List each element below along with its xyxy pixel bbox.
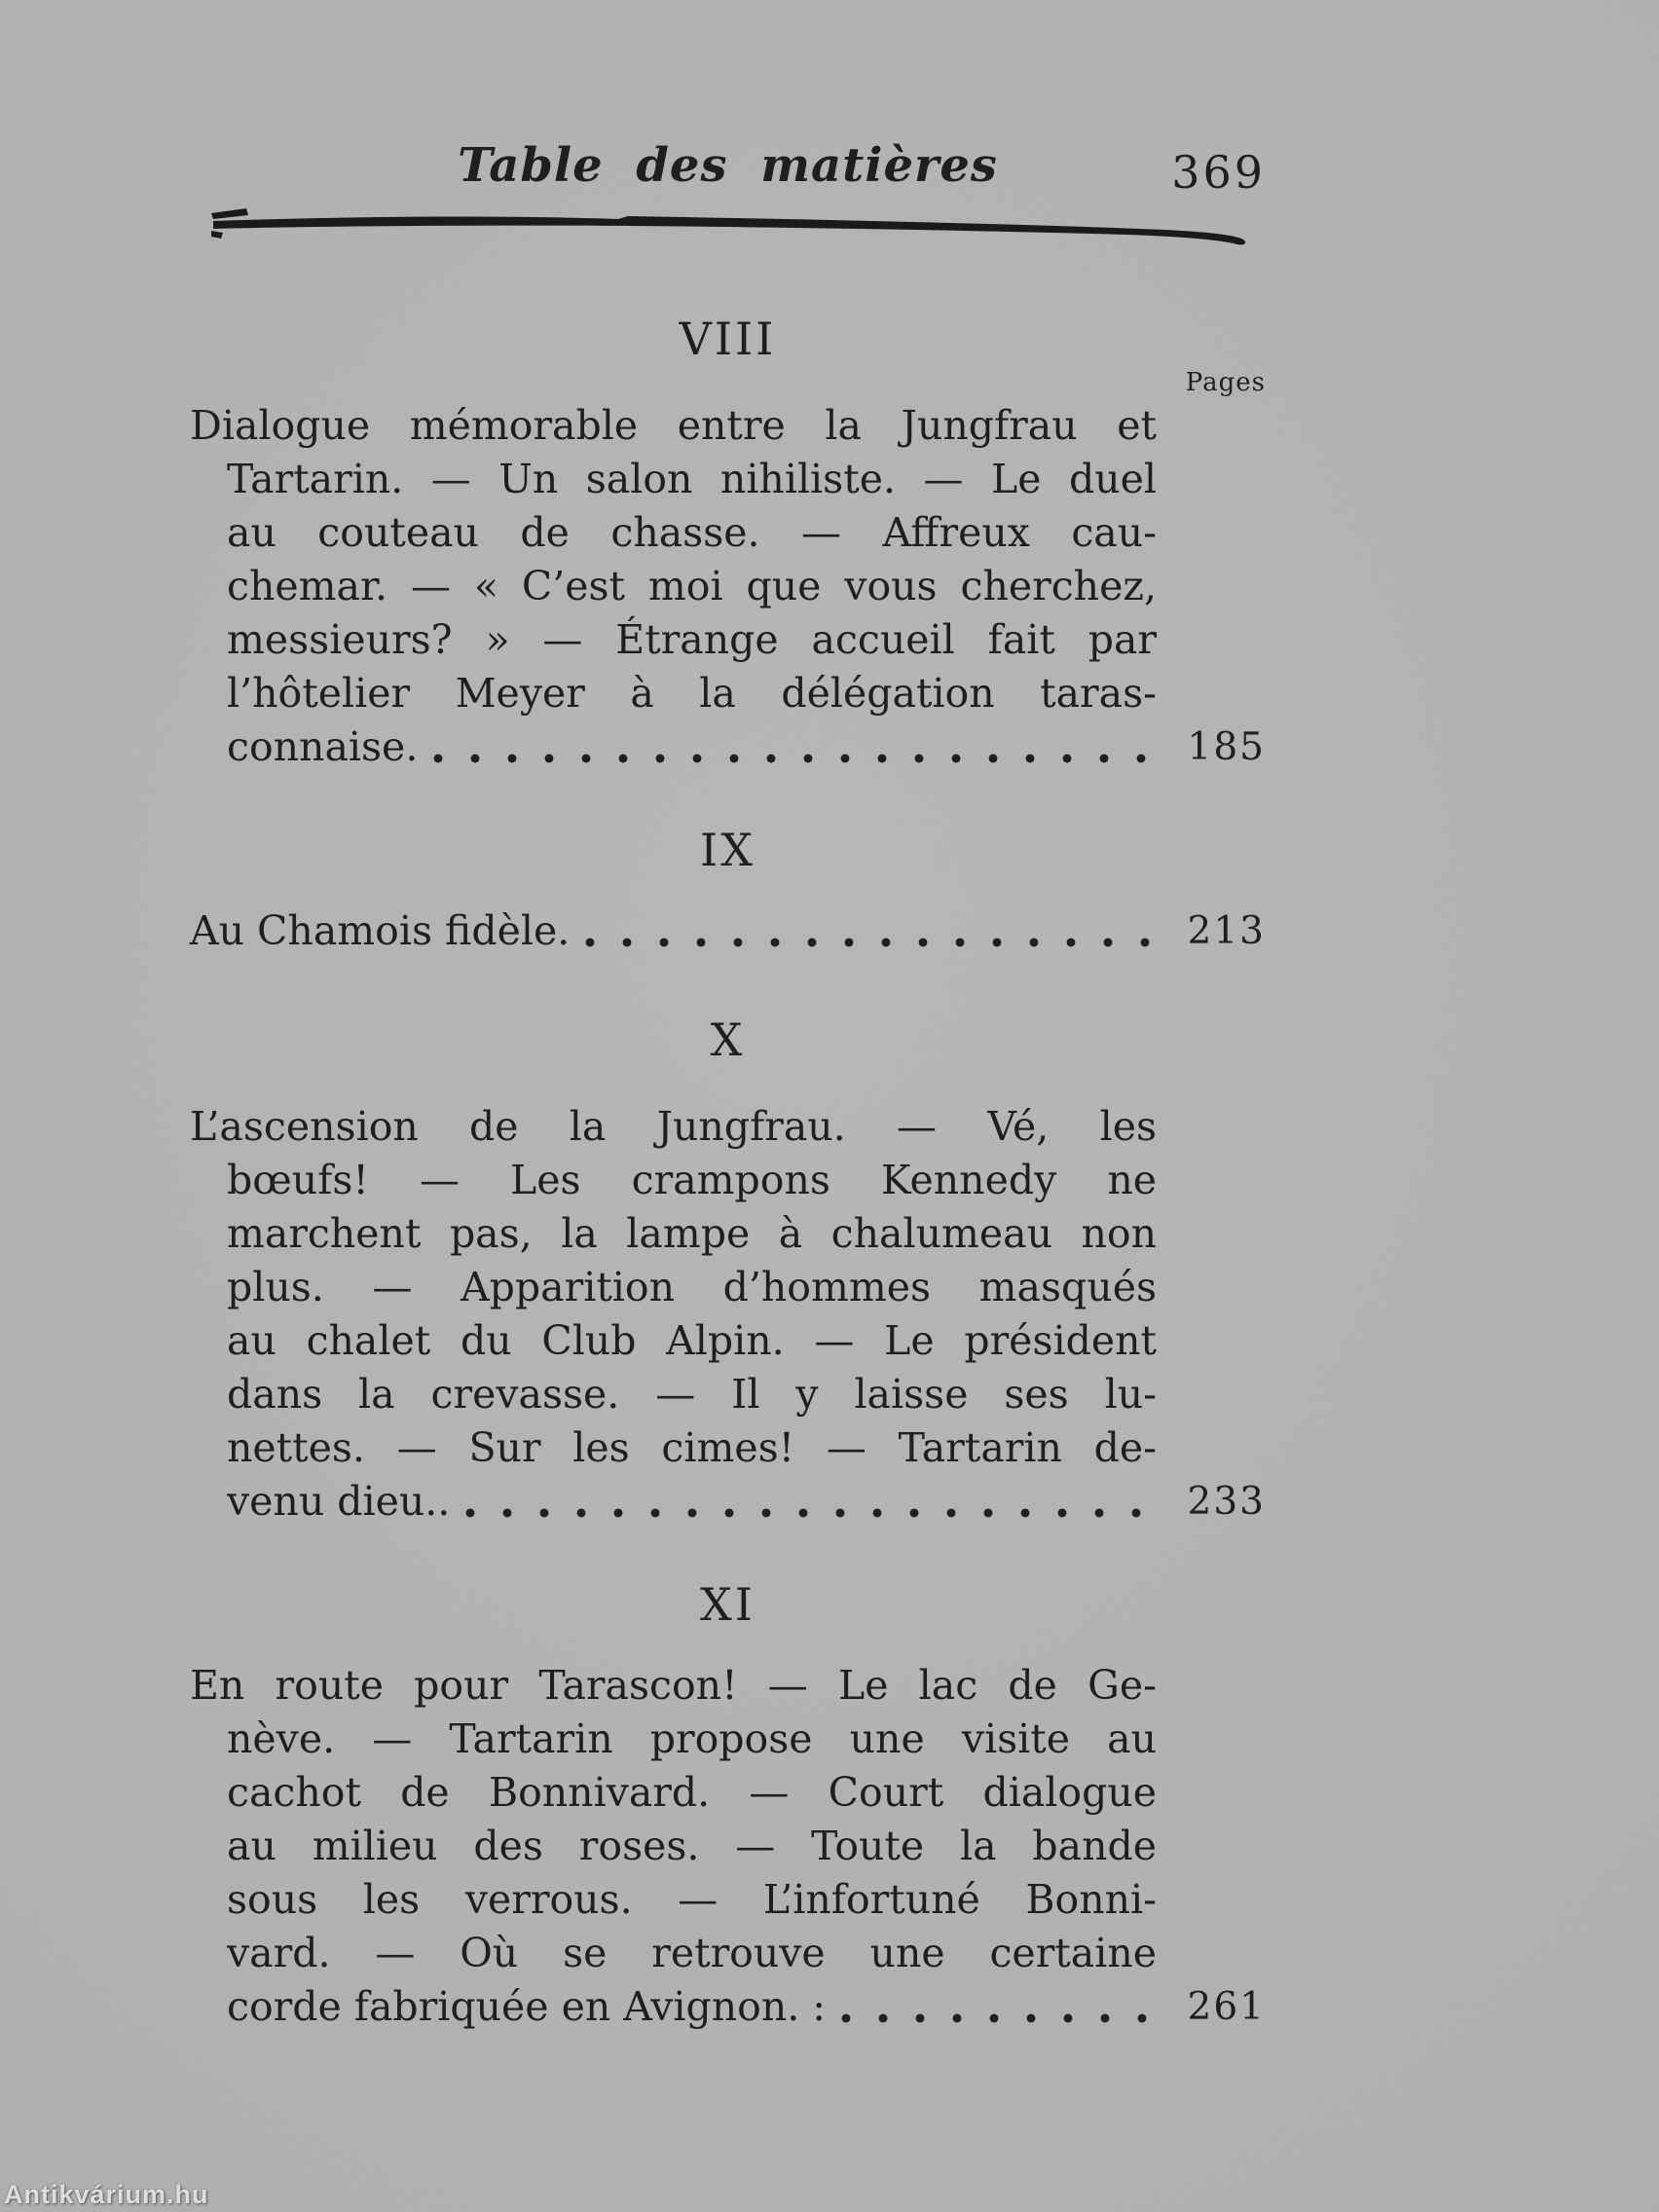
section-numeral: X	[710, 1014, 746, 1066]
entry-line: messieurs? » — Étrange accueil fait par	[227, 616, 1157, 663]
pages-column-label: Pages	[1185, 368, 1266, 397]
entry-text: connaise.	[227, 723, 419, 770]
page-header	[190, 136, 1266, 197]
entry-line: Tartarin. — Un salon nihiliste. — Le duel	[227, 456, 1157, 502]
page-ref: 233	[1187, 1480, 1266, 1524]
entry-last-line	[190, 720, 1266, 774]
entry-line: au couteau de chasse. — Affreux cau-	[227, 509, 1157, 556]
toc-section-xi	[190, 1577, 1266, 2034]
watermark: Antikvárium.hu	[4, 2180, 209, 2209]
page-ref: 185	[1187, 725, 1266, 769]
toc-entry	[190, 1659, 1266, 2034]
section-numeral: IX	[700, 824, 756, 876]
entry-line: chemar. — « C’est moi que vous cherchez,	[227, 563, 1157, 609]
entry-line: dans la crevasse. — Il y laisse ses lu-	[227, 1371, 1157, 1418]
section-numeral: XI	[700, 1578, 756, 1631]
entry-last-line	[190, 1475, 1266, 1529]
entry-line: plus. — Apparition d’hommes masqués	[227, 1264, 1157, 1310]
dot-leader	[585, 937, 1167, 948]
toc-entry	[190, 1100, 1266, 1529]
toc-section-viii	[190, 312, 1266, 774]
entry-line: sous les verrous. — L’infortuné Bonni-	[227, 1876, 1157, 1923]
entry-text: corde fabriquée en Avignon. :	[227, 1983, 827, 2030]
entry-line: Dialogue mémorable entre la Jungfrau et	[190, 402, 1157, 449]
entry-text: venu dieu..	[227, 1478, 451, 1525]
dot-leader	[841, 2012, 1167, 2024]
page-content	[190, 0, 1266, 2034]
entry-line: marchent pas, la lampe à chalumeau non	[227, 1210, 1157, 1257]
entry-line: nève. — Tartarin propose une visite au	[227, 1715, 1157, 1762]
entry-last-line	[190, 1980, 1266, 2034]
entry-line: bœufs! — Les crampons Kennedy ne	[227, 1157, 1157, 1203]
entry-line: au milieu des roses. — Toute la bande	[227, 1823, 1157, 1869]
toc-entry	[190, 399, 1266, 774]
header-divider-rule	[211, 206, 1258, 249]
toc-entry	[190, 904, 1266, 958]
entry-line: En route pour Tarascon! — Le lac de Ge-	[190, 1662, 1157, 1709]
entry-line: L’ascension de la Jungfrau. — Vé, les	[190, 1103, 1157, 1150]
section-numeral: VIII	[679, 313, 777, 365]
toc-section-ix	[190, 823, 1266, 958]
entry-line: nettes. — Sur les cimes! — Tartarin de-	[227, 1424, 1157, 1471]
entry-text: Au Chamois fidèle.	[190, 907, 571, 954]
dot-leader	[465, 1507, 1167, 1519]
page-ref: 261	[1187, 1985, 1266, 2029]
toc-section-x	[190, 1013, 1266, 1529]
entry-line: l’hôtelier Meyer à la délégation taras-	[227, 670, 1157, 717]
entry-last-line	[190, 904, 1266, 958]
entry-line: vard. — Où se retrouve une certaine	[227, 1930, 1157, 1976]
folio-page-number: 369	[1171, 146, 1266, 199]
page-title: Table des matières	[458, 138, 998, 193]
dot-leader	[433, 753, 1167, 764]
page-ref: 213	[1187, 909, 1266, 953]
entry-line: cachot de Bonnivard. — Court dialogue	[227, 1769, 1157, 1816]
entry-line: au chalet du Club Alpin. — Le président	[227, 1317, 1157, 1364]
